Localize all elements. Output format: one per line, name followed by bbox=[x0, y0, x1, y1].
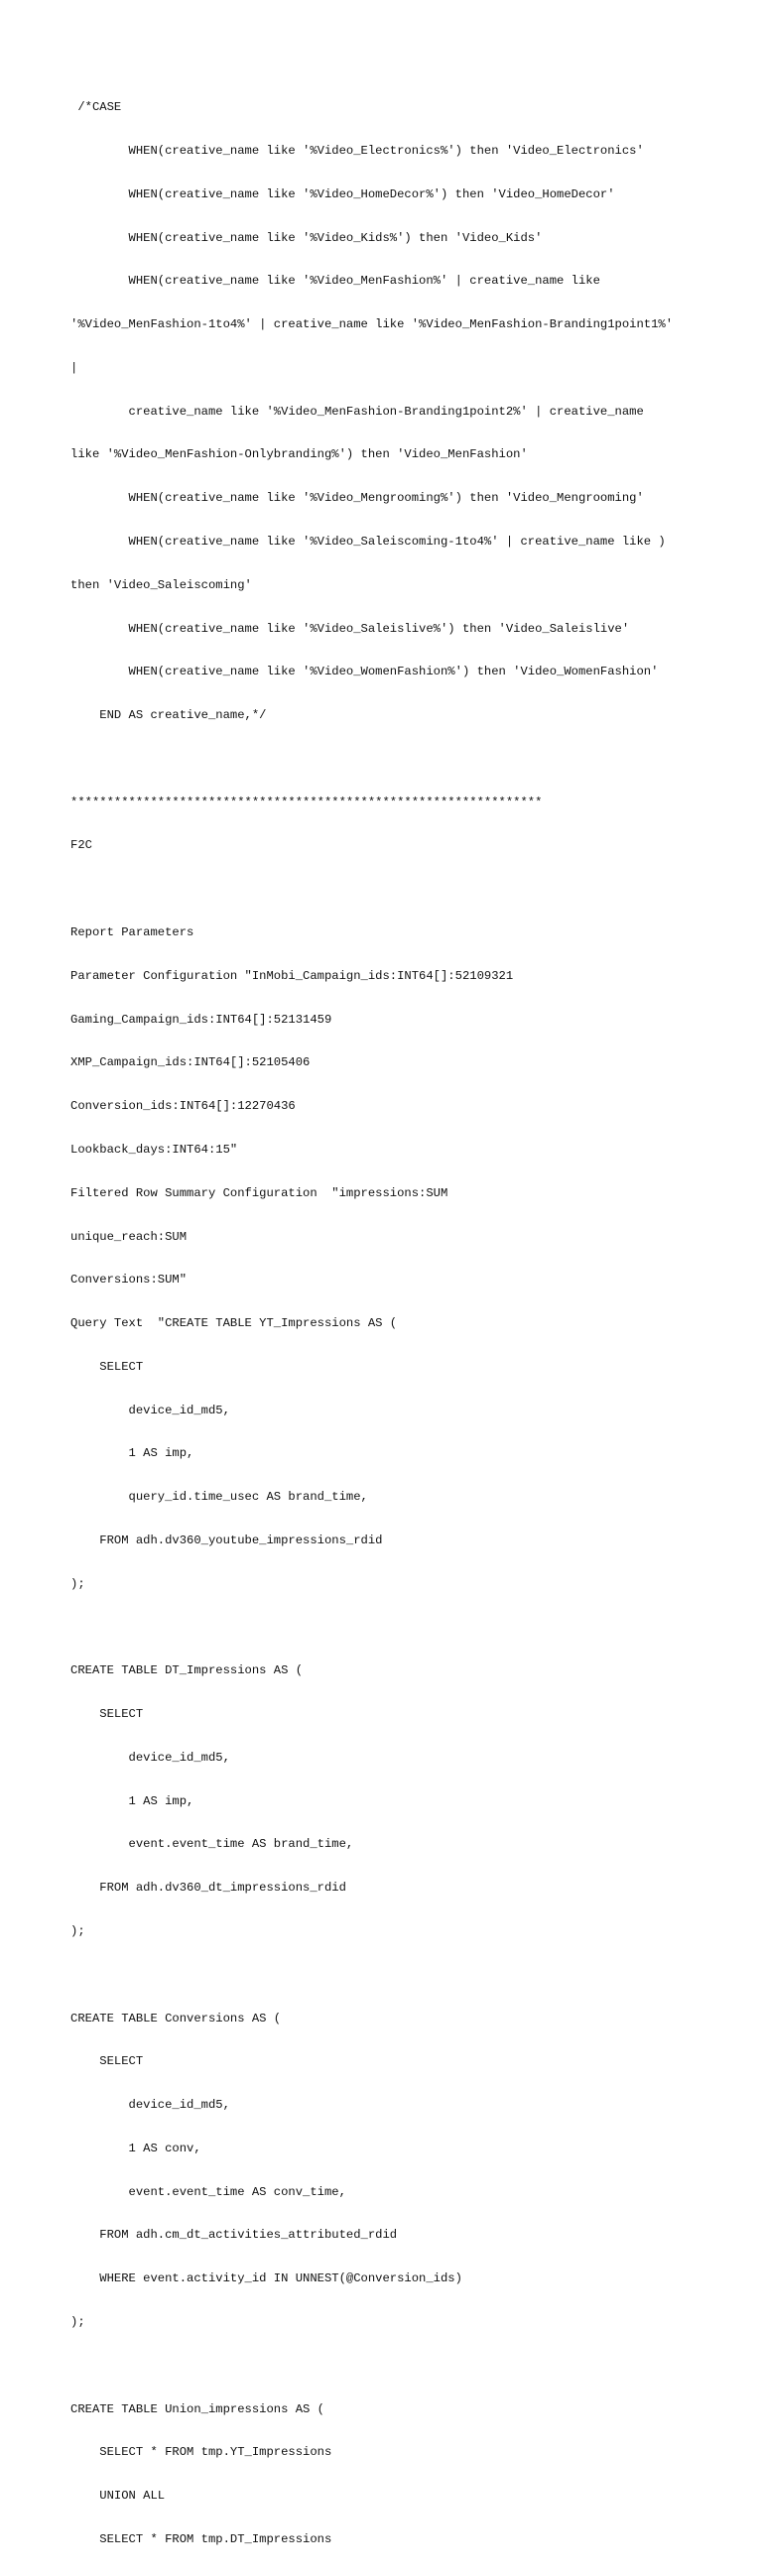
doc-line: SELECT bbox=[70, 1359, 144, 1374]
doc-line: SELECT bbox=[70, 1707, 144, 1722]
doc-line bbox=[70, 2359, 725, 2374]
doc-line: WHERE event.activity_id IN UNNEST(@Conversion_ids) bbox=[70, 2271, 462, 2286]
doc-line: CREATE TABLE Conversions AS ( bbox=[70, 2011, 282, 2025]
doc-line: Parameter Configuration "InMobi_Campaign_ids:INT64[]:52109321 bbox=[70, 968, 514, 983]
doc-line: 1 AS conv, bbox=[70, 2141, 201, 2155]
doc-line: WHEN(creative_name like '%Video_Kids%') then 'Video_Kids' bbox=[70, 230, 543, 245]
doc-line: Conversions:SUM" bbox=[70, 1273, 188, 1288]
doc-line: event.event_time AS conv_time, bbox=[70, 2184, 346, 2199]
doc-line: WHEN(creative_name like '%Video_Saleislive%') then 'Video_Saleislive' bbox=[70, 621, 630, 636]
doc-line: '%Video_MenFashion-1to4%' | creative_name like '%Video_MenFashion-Branding1point1%' bbox=[70, 317, 674, 332]
doc-line bbox=[70, 1968, 725, 1983]
doc-line: Report Parameters bbox=[70, 925, 194, 940]
doc-line: 1 AS imp, bbox=[70, 1446, 194, 1461]
doc-line: SELECT * FROM tmp.DT_Impressions bbox=[70, 2531, 332, 2546]
doc-line: WHEN(creative_name like '%Video_WomenFashion%') then 'Video_WomenFashion' bbox=[70, 665, 659, 679]
doc-line: FROM adh.dv360_dt_impressions_rdid bbox=[70, 1881, 346, 1896]
doc-line: SELECT * FROM tmp.YT_Impressions bbox=[70, 2445, 332, 2460]
doc-line: Query Text "CREATE TABLE YT_Impressions AS ( bbox=[70, 1316, 398, 1331]
doc-line: CREATE TABLE DT_Impressions AS ( bbox=[70, 1663, 304, 1678]
doc-line: unique_reach:SUM bbox=[70, 1229, 188, 1244]
doc-line: Gaming_Campaign_ids:INT64[]:52131459 bbox=[70, 1012, 332, 1027]
doc-line: | bbox=[70, 360, 78, 375]
doc-line: SELECT bbox=[70, 2054, 144, 2069]
doc-line: Conversion_ids:INT64[]:12270436 bbox=[70, 1099, 296, 1114]
doc-line: ***************************************************************** bbox=[70, 795, 543, 809]
doc-line: END AS creative_name,*/ bbox=[70, 708, 267, 723]
doc-line: query_id.time_usec AS brand_time, bbox=[70, 1490, 368, 1505]
doc-line: event.event_time AS brand_time, bbox=[70, 1837, 354, 1852]
doc-line: then 'Video_Saleiscoming' bbox=[70, 577, 252, 592]
doc-line: FROM adh.cm_dt_activities_attributed_rdid bbox=[70, 2228, 398, 2243]
doc-line: WHEN(creative_name like '%Video_MenFashion%' | creative_name like bbox=[70, 274, 600, 289]
doc-line: WHEN(creative_name like '%Video_Mengrooming%') then 'Video_Mengrooming' bbox=[70, 491, 644, 506]
doc-line: ); bbox=[70, 2315, 85, 2330]
doc-line: Filtered Row Summary Configuration "impressions:SUM bbox=[70, 1185, 448, 1200]
document-text bbox=[70, 71, 725, 2576]
doc-line: WHEN(creative_name like '%Video_HomeDecor%') then 'Video_HomeDecor' bbox=[70, 186, 615, 201]
doc-line: XMP_Campaign_ids:INT64[]:52105406 bbox=[70, 1055, 311, 1070]
doc-line: Lookback_days:INT64:15" bbox=[70, 1142, 238, 1157]
doc-line: UNION ALL bbox=[70, 2489, 166, 2504]
doc-line: WHEN(creative_name like '%Video_Saleiscoming-1to4%' | creative_name like ) bbox=[70, 535, 666, 549]
doc-line bbox=[70, 1621, 725, 1636]
doc-line: 1 AS imp, bbox=[70, 1793, 194, 1808]
doc-line: like '%Video_MenFashion-Onlybranding%') then 'Video_MenFashion' bbox=[70, 447, 528, 462]
doc-line: /*CASE bbox=[70, 100, 122, 115]
doc-line: device_id_md5, bbox=[70, 1403, 230, 1417]
doc-line: ); bbox=[70, 1576, 85, 1591]
doc-line: F2C bbox=[70, 838, 92, 853]
doc-line bbox=[70, 752, 725, 767]
doc-line: WHEN(creative_name like '%Video_Electronics%') then 'Video_Electronics' bbox=[70, 143, 644, 158]
doc-line: ); bbox=[70, 1924, 85, 1938]
doc-line: creative_name like '%Video_MenFashion-Branding1point2%' | creative_name bbox=[70, 404, 644, 419]
doc-line bbox=[70, 882, 725, 897]
doc-line: FROM adh.dv360_youtube_impressions_rdid bbox=[70, 1533, 383, 1547]
doc-line: device_id_md5, bbox=[70, 1750, 230, 1765]
doc-line: CREATE TABLE Union_impressions AS ( bbox=[70, 2401, 324, 2416]
doc-line: device_id_md5, bbox=[70, 2098, 230, 2113]
